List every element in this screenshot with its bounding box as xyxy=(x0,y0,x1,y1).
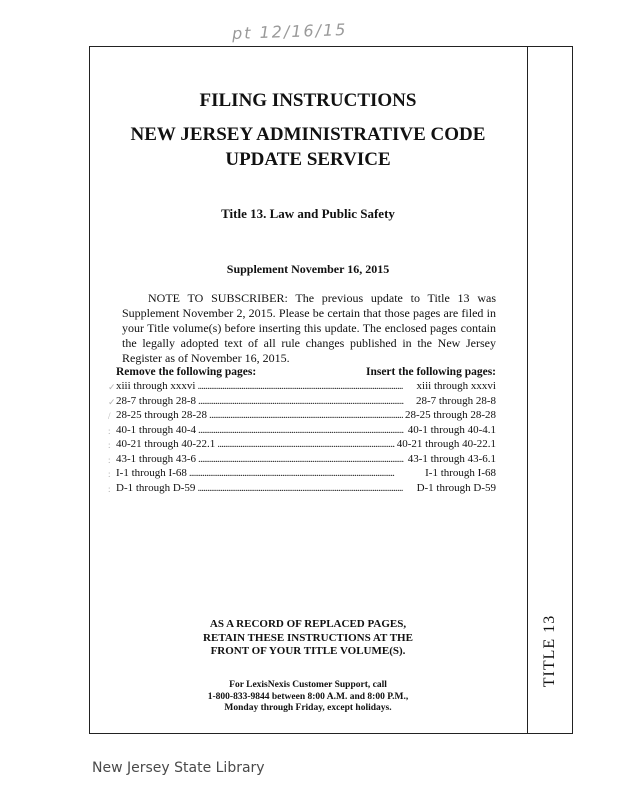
remove-header: Remove the following pages: xyxy=(116,366,257,378)
side-tab-label: TITLE 13 xyxy=(541,614,559,688)
handwritten-note: pt 12/16/15 xyxy=(231,19,348,44)
support-line-3: Monday through Friday, except holidays. xyxy=(224,703,392,713)
remove-range: I-1 through I-68 xyxy=(116,467,187,479)
customer-support xyxy=(90,680,526,715)
supplement-date: Supplement November 16, 2015 xyxy=(226,262,390,276)
check-mark: : xyxy=(108,440,111,450)
support-line-1: For LexisNexis Customer Support, call xyxy=(229,680,387,690)
page-row xyxy=(116,395,496,410)
remove-range: 40-1 through 40-4 xyxy=(116,423,197,436)
insert-range: D-1 through D-59 xyxy=(416,481,496,494)
insert-range: I-1 through I-68 xyxy=(425,467,496,479)
page-row xyxy=(116,482,496,497)
page-row xyxy=(116,380,496,395)
check-mark: ✓ xyxy=(108,396,116,407)
record-line-2: RETAIN THESE INSTRUCTIONS AT THE xyxy=(203,631,413,644)
subtitle-line-2: UPDATE SERVICE xyxy=(225,149,391,170)
leader-dots xyxy=(217,438,394,450)
leader-dots xyxy=(209,409,403,421)
leader-dots xyxy=(189,467,423,479)
record-line-1: AS A RECORD OF REPLACED PAGES, xyxy=(209,618,407,630)
library-footer: New Jersey State Library xyxy=(92,760,265,776)
remove-range: xiii through xxxvi xyxy=(116,380,196,392)
page-row xyxy=(116,424,496,439)
leader-dots xyxy=(197,482,414,494)
check-mark: : xyxy=(108,469,111,479)
insert-header: Insert the following pages: xyxy=(365,366,496,378)
leader-dots xyxy=(198,424,406,436)
check-mark: : xyxy=(108,483,111,494)
page-title: FILING INSTRUCTIONS xyxy=(199,90,417,111)
subtitle xyxy=(90,122,526,172)
insert-range: 28-7 through 28-8 xyxy=(415,394,496,407)
page-row xyxy=(116,453,496,468)
check-mark: : xyxy=(108,454,111,465)
page-row xyxy=(116,467,496,482)
page-row xyxy=(116,438,496,453)
check-marks xyxy=(108,382,116,498)
insert-range: xiii through xxxvi xyxy=(416,380,496,392)
pages-header xyxy=(116,366,496,378)
side-tab xyxy=(532,596,568,706)
insert-range: 28-25 through 28-28 xyxy=(404,409,496,421)
record-line-3: FRONT OF YOUR TITLE VOLUME(S). xyxy=(210,645,406,657)
title-number: Title 13. Law and Public Safety xyxy=(221,206,395,221)
tab-divider xyxy=(527,46,528,734)
page-row xyxy=(116,409,496,424)
insert-range: 43-1 through 43-6.1 xyxy=(407,452,496,465)
subtitle-line-1: NEW JERSEY ADMINISTRATIVE CODE xyxy=(130,124,486,145)
remove-range: 28-25 through 28-28 xyxy=(116,409,208,421)
check-mark: : xyxy=(108,425,111,436)
remove-range: 40-21 through 40-22.1 xyxy=(116,438,216,450)
insert-range: 40-1 through 40-4.1 xyxy=(407,423,496,436)
leader-dots xyxy=(198,453,406,465)
leader-dots xyxy=(197,380,414,392)
check-mark: / xyxy=(108,411,111,421)
remove-range: 28-7 through 28-8 xyxy=(116,394,197,407)
remove-range: D-1 through D-59 xyxy=(116,481,196,494)
check-mark: ✓ xyxy=(108,382,116,392)
record-notice xyxy=(90,618,526,659)
note-to-subscriber: NOTE TO SUBSCRIBER: The previous update to Title 13 was Supplement November 2, 2015. Please be certain that those pages are filed in your Title volume(s) before inserting this update. The enclosed pages contain the legally adopted text of all rule changes published in the New Jersey Register as of November 16, 2015. xyxy=(122,291,496,365)
insert-range: 40-21 through 40-22.1 xyxy=(396,438,496,450)
leader-dots xyxy=(198,395,414,407)
remove-range: 43-1 through 43-6 xyxy=(116,452,197,465)
support-line-2: 1-800-833-9844 between 8:00 A.M. and 8:00 P.M., xyxy=(207,691,409,702)
pages-list xyxy=(116,380,496,496)
